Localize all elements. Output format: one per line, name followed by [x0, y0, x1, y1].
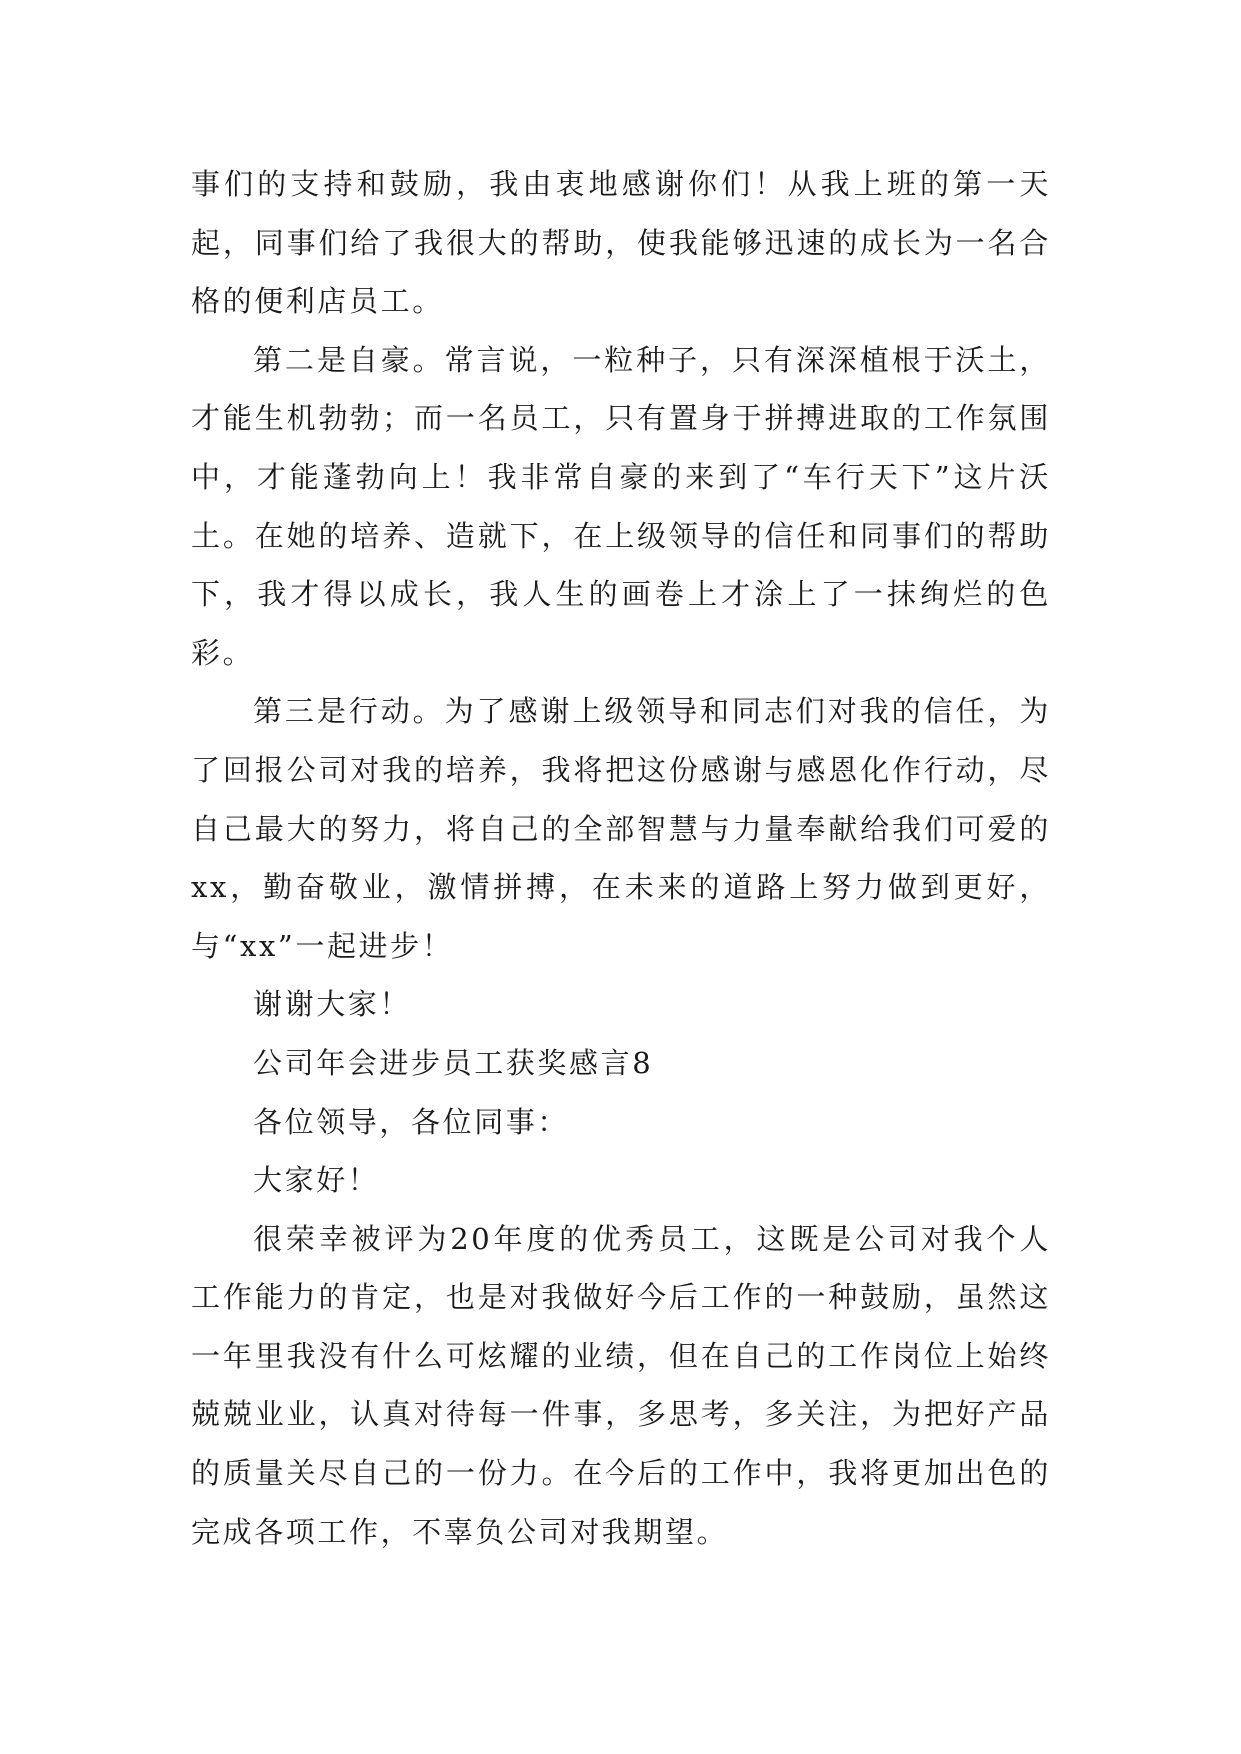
paragraph-honor: 很荣幸被评为20年度的优秀员工，这既是公司对我个人工作能力的肯定，也是对我做好今后工作的一种鼓励，虽然这一年里我没有什么可炫耀的业绩，但在自己的工作岗位上始终兢兢业业，认真对待每一件事，多思考，多关注，为把好产品的质量关尽自己的一份力。在今后的工作中，我将更加出色的完成各项工作，不辜负公司对我期望。 [191, 1221, 1051, 1549]
paragraph-continuation: 事们的支持和鼓励，我由衷地感谢你们！从我上班的第一天起，同事们给了我很大的帮助，使我能够迅速的成长为一名合格的便利店员工。 [191, 167, 1051, 319]
paragraph-action: 第三是行动。为了感谢上级领导和同志们对我的信任，为了回报公司对我的培养，我将把这份感谢与感恩化作行动，尽自己最大的努力，将自己的全部智慧与力量奉献给我们可爱的xx，勤奋敬业，激情拼搏，在未来的道路上努力做到更好，与“xx”一起进步！ [191, 694, 1051, 963]
greeting: 大家好！ [253, 1163, 380, 1198]
paragraph-pride: 第二是自豪。常言说，一粒种子，只有深深植根于沃土，才能生机勃勃；而一名员工，只有置身于拼搏进取的工作氛围中，才能蓬勃向上！我非常自豪的来到了“车行天下”这片沃土。在她的培养、造就下，在上级领导的信任和同事们的帮助下，我才得以成长，我人生的画卷上才涂上了一抹绚烂的色彩。 [191, 342, 1051, 670]
salutation: 各位领导，各位同事： [253, 1104, 570, 1139]
section-heading: 公司年会进步员工获奖感言8 [253, 1045, 654, 1080]
document-body [191, 155, 1051, 1561]
paragraph-thanks: 谢谢大家！ [253, 987, 412, 1022]
